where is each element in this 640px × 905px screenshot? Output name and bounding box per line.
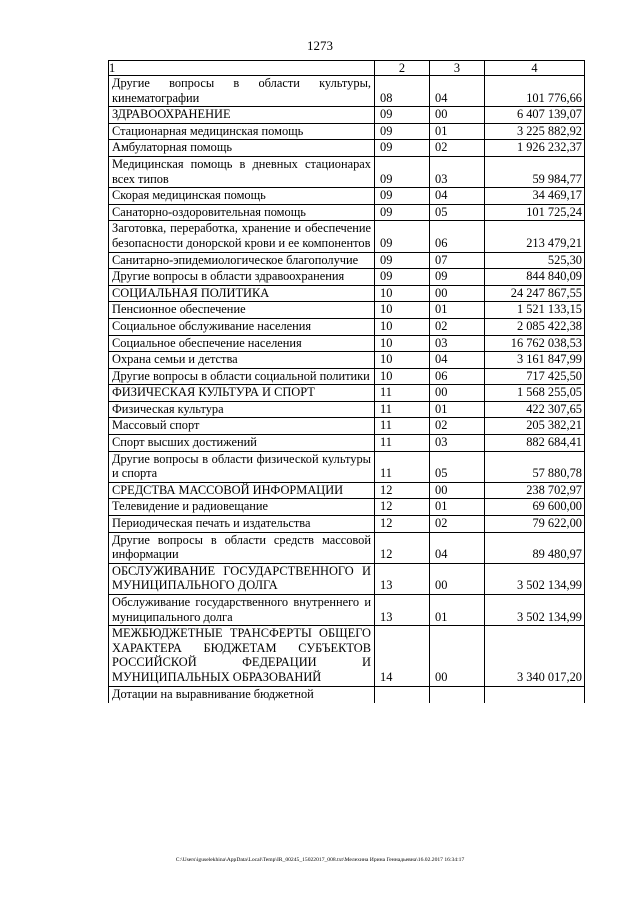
- table-row: [109, 318, 585, 335]
- row-section-cell: 12: [375, 532, 430, 563]
- row-name-cell: Социальное обеспечение населения: [109, 335, 375, 352]
- row-name-cell: Физическая культура: [109, 401, 375, 418]
- row-amount-cell: 422 307,65: [485, 401, 585, 418]
- row-subsection-cell: 06: [430, 221, 485, 252]
- row-name-cell: Амбулаторная помощь: [109, 140, 375, 157]
- table-row: [109, 435, 585, 452]
- table-row: [109, 352, 585, 369]
- row-amount-cell: 34 469,17: [485, 188, 585, 205]
- row-subsection-cell: 02: [430, 516, 485, 533]
- table-row: [109, 76, 585, 107]
- header-cell-2: 2: [375, 61, 430, 76]
- table-row: [109, 499, 585, 516]
- row-subsection-cell: 03: [430, 335, 485, 352]
- table-row: [109, 626, 585, 686]
- row-name-cell: Охрана семьи и детства: [109, 352, 375, 369]
- row-subsection-cell: 09: [430, 269, 485, 286]
- row-amount-cell: 3 161 847,99: [485, 352, 585, 369]
- table-row: [109, 401, 585, 418]
- row-subsection-cell: 00: [430, 285, 485, 302]
- row-subsection-cell: 04: [430, 352, 485, 369]
- row-name-cell: Другие вопросы в области физической культуры и спорта: [109, 451, 375, 482]
- table-header-row: [109, 61, 585, 76]
- file-path-footer: C:\Users\iguselekhina\AppData\Local\Temp\IR_00245_15022017_008.txt\Мелехина Ирина Геннадьевна\16.02.2017 16:34:17: [175, 857, 465, 863]
- table-row: [109, 107, 585, 124]
- table-row: [109, 156, 585, 187]
- row-name-cell: Другие вопросы в области здравоохранения: [109, 269, 375, 286]
- row-section-cell: 10: [375, 335, 430, 352]
- row-subsection-cell: 01: [430, 123, 485, 140]
- row-name-cell: МЕЖБЮДЖЕТНЫЕ ТРАНСФЕРТЫ ОБЩЕГО ХАРАКТЕРА БЮДЖЕТАМ СУБЪЕКТОВ РОССИЙСКОЙ ФЕДЕРАЦИИ И МУНИЦИПАЛЬНЫХ ОБРАЗОВАНИЙ: [109, 626, 375, 686]
- row-subsection-cell: 00: [430, 482, 485, 499]
- row-subsection-cell: 00: [430, 626, 485, 686]
- row-name-cell: Санитарно-эпидемиологическое благополучие: [109, 252, 375, 269]
- row-amount-cell: 3 340 017,20: [485, 626, 585, 686]
- row-section-cell: 09: [375, 156, 430, 187]
- row-name-cell: Другие вопросы в области средств массовой информации: [109, 532, 375, 563]
- table-row: [109, 285, 585, 302]
- header-cell-3: 3: [430, 61, 485, 76]
- row-subsection-cell: 00: [430, 107, 485, 124]
- row-subsection-cell: 04: [430, 188, 485, 205]
- row-amount-cell: 2 085 422,38: [485, 318, 585, 335]
- row-subsection-cell: 05: [430, 451, 485, 482]
- row-section-cell: 10: [375, 302, 430, 319]
- row-name-cell: Массовый спорт: [109, 418, 375, 435]
- row-subsection-cell: 00: [430, 385, 485, 402]
- row-subsection-cell: 01: [430, 401, 485, 418]
- row-subsection-cell: 06: [430, 368, 485, 385]
- row-name-cell: ОБСЛУЖИВАНИЕ ГОСУДАРСТВЕННОГО И МУНИЦИПАЛЬНОГО ДОЛГА: [109, 563, 375, 594]
- row-section-cell: 12: [375, 499, 430, 516]
- row-section-cell: 09: [375, 188, 430, 205]
- row-name-cell: Спорт высших достижений: [109, 435, 375, 452]
- row-name-cell: Периодическая печать и издательства: [109, 516, 375, 533]
- row-name-cell: СОЦИАЛЬНАЯ ПОЛИТИКА: [109, 285, 375, 302]
- row-section-cell: 13: [375, 563, 430, 594]
- row-amount-cell: 79 622,00: [485, 516, 585, 533]
- row-section-cell: 09: [375, 269, 430, 286]
- row-name-cell: Другие вопросы в области социальной политики: [109, 368, 375, 385]
- table-row: [109, 252, 585, 269]
- table-row: [109, 269, 585, 286]
- row-subsection-cell: 02: [430, 418, 485, 435]
- table-row-continued: [109, 686, 585, 703]
- row-name-cell: ФИЗИЧЕСКАЯ КУЛЬТУРА И СПОРТ: [109, 385, 375, 402]
- row-section-cell: 13: [375, 595, 430, 626]
- row-name-cell: Социальное обслуживание населения: [109, 318, 375, 335]
- empty-cell: [375, 686, 430, 703]
- table-row: [109, 188, 585, 205]
- row-section-cell: 09: [375, 123, 430, 140]
- header-cell-1: 1: [109, 61, 375, 76]
- row-name-cell: Пенсионное обеспечение: [109, 302, 375, 319]
- row-amount-cell: 525,30: [485, 252, 585, 269]
- row-subsection-cell: 01: [430, 595, 485, 626]
- row-name-cell: Медицинская помощь в дневных стационарах всех типов: [109, 156, 375, 187]
- empty-cell: [485, 686, 585, 703]
- row-subsection-cell: 01: [430, 302, 485, 319]
- row-amount-cell: 57 880,78: [485, 451, 585, 482]
- row-amount-cell: 89 480,97: [485, 532, 585, 563]
- table-row: [109, 563, 585, 594]
- table-row: [109, 385, 585, 402]
- row-section-cell: 10: [375, 318, 430, 335]
- row-amount-cell: 6 407 139,07: [485, 107, 585, 124]
- row-subsection-cell: 04: [430, 76, 485, 107]
- row-name-cell: Стационарная медицинская помощь: [109, 123, 375, 140]
- row-subsection-cell: 02: [430, 318, 485, 335]
- row-subsection-cell: 02: [430, 140, 485, 157]
- table-row: [109, 418, 585, 435]
- page-number: 1273: [307, 38, 333, 53]
- row-section-cell: 09: [375, 204, 430, 221]
- row-subsection-cell: 07: [430, 252, 485, 269]
- table-row: [109, 335, 585, 352]
- row-name-cell: Дотации на выравнивание бюджетной: [109, 686, 375, 703]
- table-row: [109, 482, 585, 499]
- row-subsection-cell: 03: [430, 156, 485, 187]
- table-row: [109, 595, 585, 626]
- row-amount-cell: 3 225 882,92: [485, 123, 585, 140]
- row-name-cell: Санаторно-оздоровительная помощь: [109, 204, 375, 221]
- table-row: [109, 302, 585, 319]
- row-section-cell: 10: [375, 352, 430, 369]
- row-section-cell: 11: [375, 451, 430, 482]
- row-amount-cell: 1 521 133,15: [485, 302, 585, 319]
- row-section-cell: 11: [375, 418, 430, 435]
- empty-cell: [430, 686, 485, 703]
- row-section-cell: 12: [375, 482, 430, 499]
- row-amount-cell: 3 502 134,99: [485, 563, 585, 594]
- row-name-cell: Заготовка, переработка, хранение и обеспечение безопасности донорской крови и ее компонентов: [109, 221, 375, 252]
- row-subsection-cell: 00: [430, 563, 485, 594]
- table-row: [109, 221, 585, 252]
- table-row: [109, 516, 585, 533]
- row-amount-cell: 101 776,66: [485, 76, 585, 107]
- row-section-cell: 11: [375, 435, 430, 452]
- row-amount-cell: 213 479,21: [485, 221, 585, 252]
- row-amount-cell: 16 762 038,53: [485, 335, 585, 352]
- row-amount-cell: 24 247 867,55: [485, 285, 585, 302]
- row-name-cell: Телевидение и радиовещание: [109, 499, 375, 516]
- row-section-cell: 08: [375, 76, 430, 107]
- row-section-cell: 09: [375, 252, 430, 269]
- row-amount-cell: 844 840,09: [485, 269, 585, 286]
- row-section-cell: 10: [375, 368, 430, 385]
- row-name-cell: Обслуживание государственного внутреннего и муниципального долга: [109, 595, 375, 626]
- row-section-cell: 09: [375, 221, 430, 252]
- row-section-cell: 10: [375, 285, 430, 302]
- table-row: [109, 532, 585, 563]
- header-cell-4: 4: [485, 61, 585, 76]
- row-section-cell: 14: [375, 626, 430, 686]
- row-name-cell: Другие вопросы в области культуры, кинематографии: [109, 76, 375, 107]
- table-row: [109, 451, 585, 482]
- budget-table: [108, 60, 585, 703]
- row-amount-cell: 205 382,21: [485, 418, 585, 435]
- row-amount-cell: 69 600,00: [485, 499, 585, 516]
- row-amount-cell: 1 568 255,05: [485, 385, 585, 402]
- table-row: [109, 368, 585, 385]
- row-subsection-cell: 05: [430, 204, 485, 221]
- row-amount-cell: 1 926 232,37: [485, 140, 585, 157]
- row-name-cell: СРЕДСТВА МАССОВОЙ ИНФОРМАЦИИ: [109, 482, 375, 499]
- table-row: [109, 204, 585, 221]
- row-amount-cell: 101 725,24: [485, 204, 585, 221]
- table-row: [109, 123, 585, 140]
- row-amount-cell: 3 502 134,99: [485, 595, 585, 626]
- row-name-cell: Скорая медицинская помощь: [109, 188, 375, 205]
- row-section-cell: 11: [375, 385, 430, 402]
- row-section-cell: 09: [375, 107, 430, 124]
- row-amount-cell: 717 425,50: [485, 368, 585, 385]
- row-amount-cell: 882 684,41: [485, 435, 585, 452]
- row-amount-cell: 59 984,77: [485, 156, 585, 187]
- row-name-cell: ЗДРАВООХРАНЕНИЕ: [109, 107, 375, 124]
- table-row: [109, 140, 585, 157]
- row-amount-cell: 238 702,97: [485, 482, 585, 499]
- row-section-cell: 11: [375, 401, 430, 418]
- row-subsection-cell: 03: [430, 435, 485, 452]
- row-subsection-cell: 01: [430, 499, 485, 516]
- row-subsection-cell: 04: [430, 532, 485, 563]
- row-section-cell: 12: [375, 516, 430, 533]
- row-section-cell: 09: [375, 140, 430, 157]
